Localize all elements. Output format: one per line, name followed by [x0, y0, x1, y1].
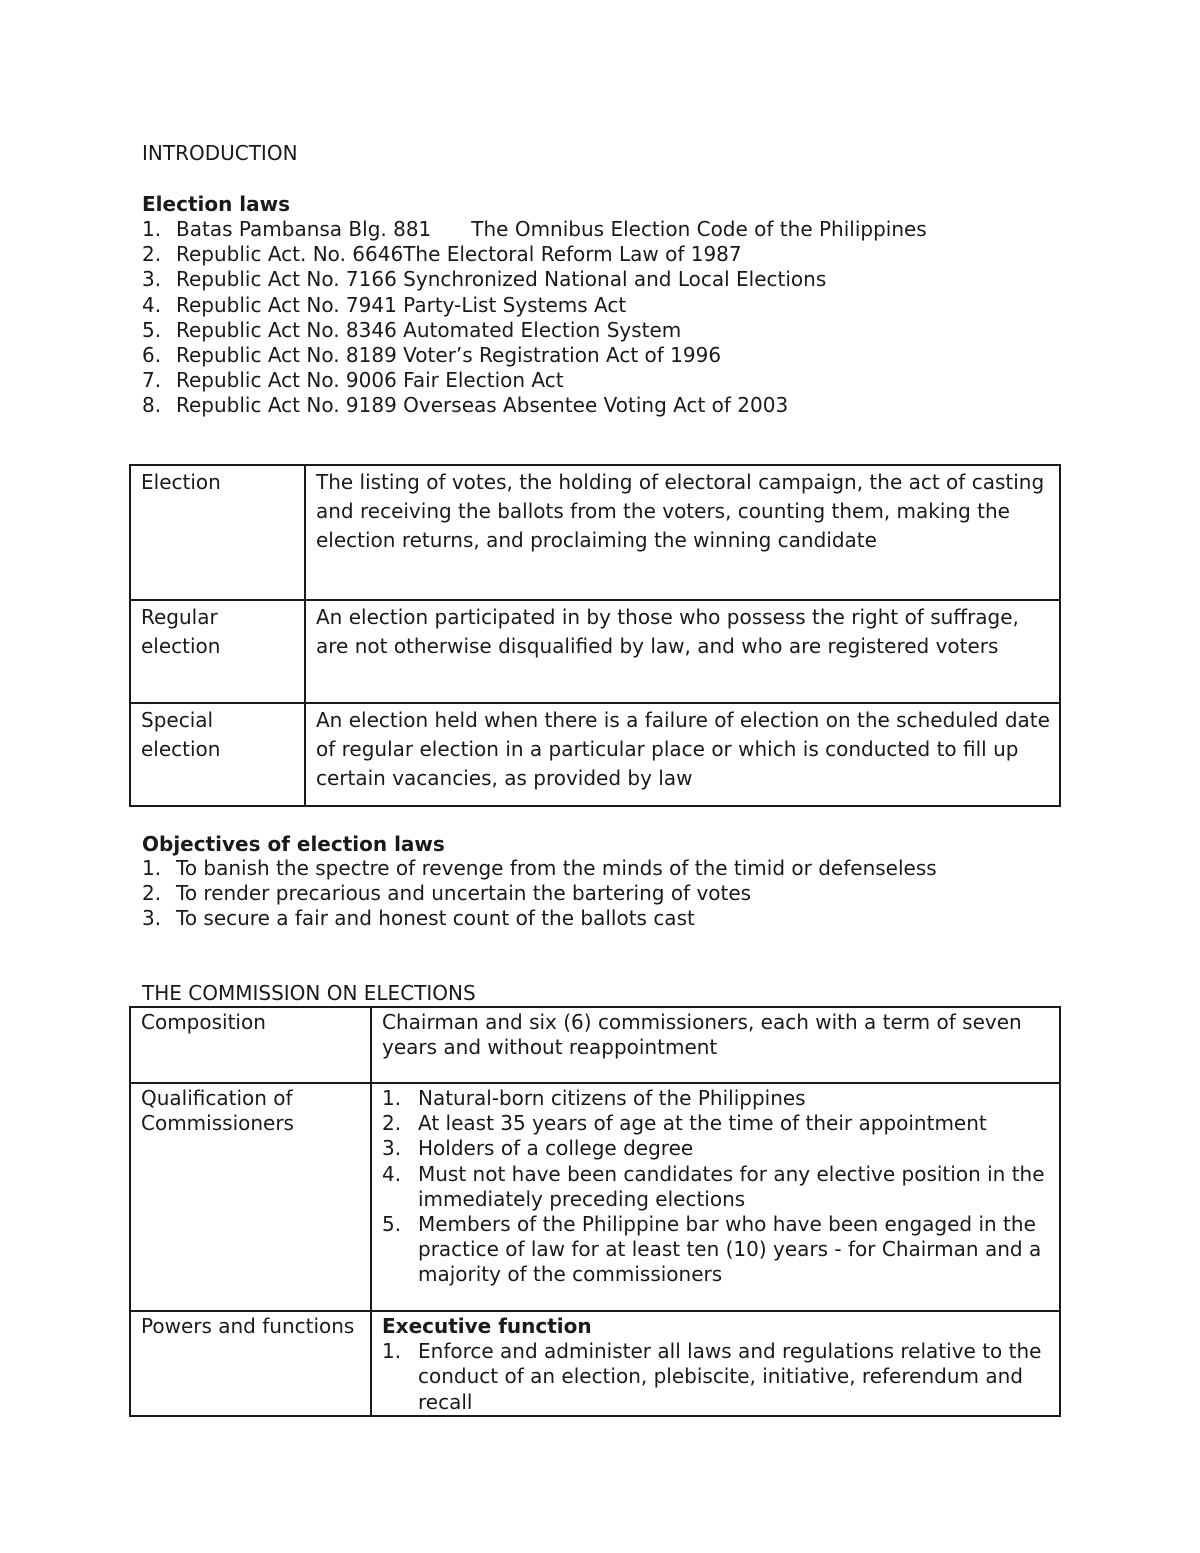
- list-number: 3.: [382, 1136, 402, 1161]
- list-item: [142, 856, 937, 881]
- list-item: [142, 906, 937, 931]
- list-number: 4.: [142, 292, 162, 317]
- list-number: 8.: [142, 393, 162, 418]
- election-laws-list: [142, 217, 927, 419]
- term-cell: Qualification of Commissioners: [130, 1083, 371, 1311]
- list-item: [382, 1212, 1050, 1288]
- term-cell: Regular election: [130, 600, 305, 703]
- list-text: Members of the Philippine bar who have been engaged in the practice of law for at least ten (10) years - for Chairman and a majority of the commissioners: [418, 1212, 1042, 1287]
- table-row: [130, 465, 1060, 600]
- list-item: [382, 1339, 1050, 1415]
- list-item: [382, 1086, 1050, 1111]
- comelec-heading: THE COMMISSION ON ELECTIONS: [142, 981, 476, 1005]
- list-item: [142, 267, 927, 292]
- definition-cell: An election participated in by those who possess the right of suffrage, are not otherwise disqualified by law, and who are registered voters: [305, 600, 1060, 703]
- powers-list: [382, 1339, 1050, 1415]
- list-number: 1.: [142, 217, 162, 241]
- intro-heading: INTRODUCTION: [142, 141, 298, 165]
- list-text: Republic Act No. 8346 Automated Election System: [176, 317, 682, 342]
- term-cell: Special election: [130, 703, 305, 806]
- list-number: 2.: [142, 881, 162, 906]
- term-cell: Powers and functions: [130, 1311, 371, 1416]
- list-number: 4.: [382, 1161, 402, 1186]
- list-number: 5.: [382, 1212, 402, 1237]
- table-row: [130, 703, 1060, 806]
- list-item: [142, 393, 927, 418]
- list-item: [382, 1111, 1050, 1136]
- list-text: Must not have been candidates for any elective position in the immediately preceding elections: [418, 1161, 1045, 1211]
- definition-cell: The listing of votes, the holding of electoral campaign, the act of casting and receiving the ballots from the voters, counting them, making the election returns, and proclaiming the winning candidate: [305, 465, 1060, 600]
- qualification-list: [382, 1086, 1050, 1288]
- table-row: [130, 600, 1060, 703]
- list-text: To secure a fair and honest count of the ballots cast: [176, 906, 695, 931]
- list-item: [382, 1162, 1050, 1212]
- election-laws-heading: Election laws: [142, 192, 291, 216]
- list-item: [142, 242, 927, 267]
- list-number: 7.: [142, 368, 162, 393]
- list-number: 1.: [142, 856, 162, 880]
- list-text: Republic Act. No. 6646The Electoral Reform Law of 1987: [176, 242, 742, 267]
- definitions-table: [129, 464, 1061, 807]
- table-row: [130, 1083, 1060, 1311]
- list-text: Republic Act No. 7166 Synchronized National and Local Elections: [176, 267, 827, 292]
- term-cell: Composition: [130, 1007, 371, 1083]
- list-text: Enforce and administer all laws and regulations relative to the conduct of an election, plebiscite, initiative, referendum and recall: [418, 1339, 1042, 1414]
- objectives-list: [142, 856, 937, 932]
- list-text: To render precarious and uncertain the bartering of votes: [176, 881, 752, 906]
- list-text: At least 35 years of age at the time of their appointment: [418, 1111, 987, 1136]
- table-row: [130, 1311, 1060, 1416]
- list-number: 3.: [142, 267, 162, 292]
- list-item: [142, 217, 927, 242]
- list-text: Natural-born citizens of the Philippines: [418, 1086, 806, 1110]
- list-item: [142, 293, 927, 318]
- executive-function-heading: Executive function: [382, 1314, 592, 1338]
- definition-cell: An election held when there is a failure of election on the scheduled date of regular election in a particular place or which is conducted to fill up certain vacancies, as provided by law: [305, 703, 1060, 806]
- list-text: Republic Act No. 8189 Voter’s Registration Act of 1996: [176, 343, 722, 368]
- table-row: [130, 1007, 1060, 1083]
- law-reference: Batas Pambansa Blg. 881: [176, 217, 432, 241]
- list-text: Holders of a college degree: [418, 1136, 694, 1161]
- list-item: [142, 318, 927, 343]
- comelec-table: [129, 1006, 1061, 1417]
- list-number: 6.: [142, 343, 162, 368]
- list-number: 5.: [142, 317, 162, 342]
- list-item: [142, 368, 927, 393]
- list-number: 2.: [142, 242, 162, 267]
- list-number: 2.: [382, 1111, 402, 1136]
- list-number: 3.: [142, 906, 162, 931]
- list-text: To banish the spectre of revenge from the minds of the timid or defenseless: [176, 856, 937, 880]
- law-title: The Omnibus Election Code of the Philippines: [471, 217, 927, 241]
- list-item: [382, 1136, 1050, 1161]
- qualification-cell: [371, 1083, 1060, 1311]
- objectives-heading: Objectives of election laws: [142, 832, 445, 856]
- list-item: [142, 343, 927, 368]
- powers-cell: [371, 1311, 1060, 1416]
- list-text: Republic Act No. 7941 Party-List Systems Act: [176, 292, 627, 317]
- list-number: 1.: [382, 1339, 402, 1364]
- list-item: [142, 881, 937, 906]
- list-text: Republic Act No. 9006 Fair Election Act: [176, 368, 564, 393]
- list-text: Republic Act No. 9189 Overseas Absentee Voting Act of 2003: [176, 393, 789, 418]
- list-number: 1.: [382, 1086, 402, 1110]
- term-cell: Election: [130, 465, 305, 600]
- composition-cell: Chairman and six (6) commissioners, each with a term of seven years and without reappointment: [371, 1007, 1060, 1083]
